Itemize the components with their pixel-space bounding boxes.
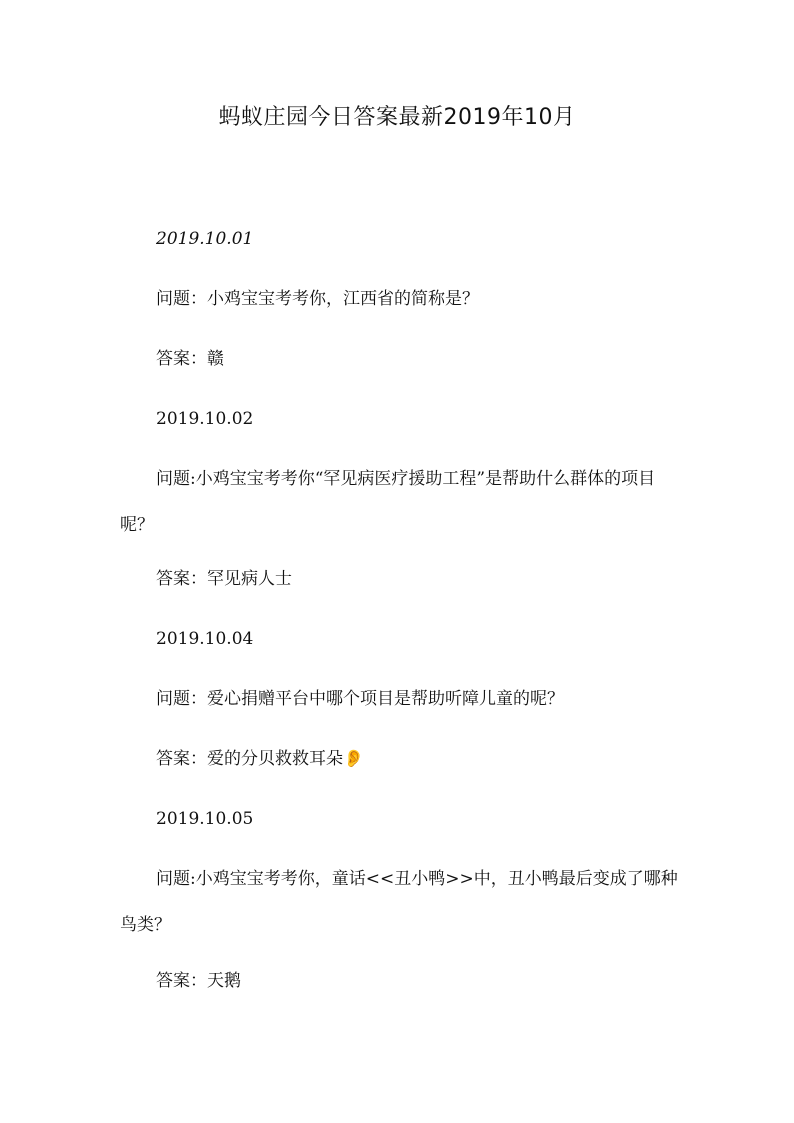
answer-4: 答案：天鹅: [156, 971, 241, 991]
question-1: 问题：小鸡宝宝考考你，江西省的简称是？: [156, 289, 479, 309]
answer-1: 答案：赣: [156, 349, 224, 369]
answer-2: 答案：罕见病人士: [156, 569, 292, 589]
question-3: 问题：爱心捐赠平台中哪个项目是帮助听障儿童的呢？: [156, 689, 564, 709]
answer-3: 答案：爱的分贝救救耳朵👂: [156, 749, 365, 769]
date-2019-10-05: 2019.10.05: [156, 809, 254, 829]
date-2019-10-04: 2019.10.04: [156, 629, 254, 649]
date-2019-10-01: 2019.10.01: [156, 229, 254, 249]
document-title: 蚂蚁庄园今日答案最新2019年10月: [218, 105, 576, 130]
question-4: 问题:小鸡宝宝考考你，童话<<丑小鸭>>中，丑小鸭最后变成了哪种鸟类？: [120, 869, 678, 935]
question-2: 问题:小鸡宝宝考考你“罕见病医疗援助工程”是帮助什么群体的项目呢？: [120, 469, 656, 535]
date-2019-10-02: 2019.10.02: [156, 409, 254, 429]
